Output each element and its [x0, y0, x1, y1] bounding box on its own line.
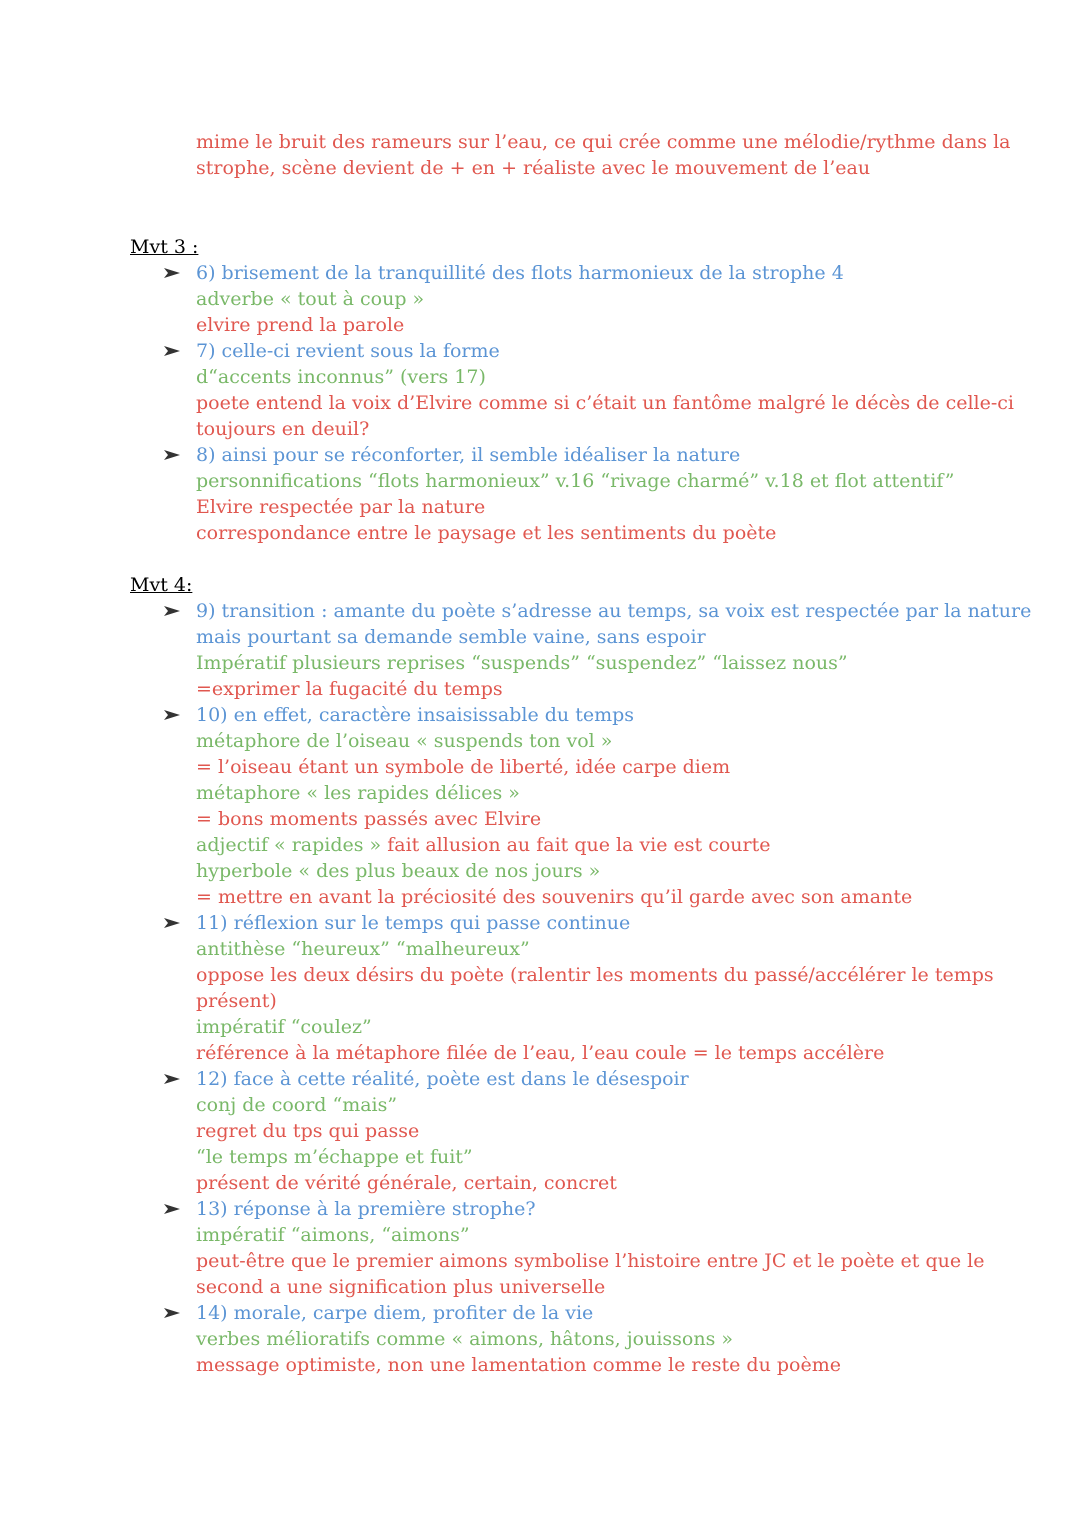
point-line: correspondance entre le paysage et les sentiments du poète	[196, 522, 777, 544]
point-title: 6) brisement de la tranquillité des flots harmonieux de la strophe 4	[196, 262, 844, 284]
point-line: poete entend la voix d’Elvire comme si c’était un fantôme malgré le décès de celle-ci	[196, 392, 1014, 414]
arrow-bullet-icon	[163, 1300, 185, 1326]
point-title: 12) face à cette réalité, poète est dans le désespoir	[196, 1068, 689, 1090]
point-line: Impératif plusieurs reprises “suspends” “suspendez” “laissez nous”	[196, 652, 848, 674]
arrow-bullet-icon	[163, 1196, 185, 1222]
point-line: mais pourtant sa demande semble vaine, sans espoir	[196, 626, 706, 648]
point-line: impératif “coulez”	[196, 1016, 372, 1038]
point-line: = l’oiseau étant un symbole de liberté, idée carpe diem	[196, 756, 731, 778]
arrow-bullet-icon	[163, 338, 185, 364]
point-title: 8) ainsi pour se réconforter, il semble idéaliser la nature	[196, 444, 741, 466]
arrow-bullet-icon	[163, 702, 185, 728]
point-line: présent)	[196, 990, 277, 1012]
point-line: message optimiste, non une lamentation comme le reste du poème	[196, 1354, 841, 1376]
intro-line: strophe, scène devient de + en + réaliste avec le mouvement de l’eau	[196, 157, 871, 179]
arrow-bullet-icon	[163, 910, 185, 936]
section-heading-mvt4: Mvt 4:	[130, 574, 193, 596]
point-title: 9) transition : amante du poète s’adresse au temps, sa voix est respectée par la nature	[196, 600, 1032, 622]
point-line: toujours en deuil?	[196, 418, 370, 440]
point-line: présent de vérité générale, certain, concret	[196, 1172, 617, 1194]
arrow-bullet-icon	[163, 260, 185, 286]
point-line: référence à la métaphore filée de l’eau, l’eau coule = le temps accélère	[196, 1042, 885, 1064]
point-line: Elvire respectée par la nature	[196, 496, 486, 518]
point-line: regret du tps qui passe	[196, 1120, 420, 1142]
point-title: 7) celle-ci revient sous la forme	[196, 340, 500, 362]
point-line: métaphore « les rapides délices »	[196, 782, 520, 804]
point-line: d“accents inconnus” (vers 17)	[196, 366, 486, 388]
point-line: métaphore de l’oiseau « suspends ton vol »	[196, 730, 613, 752]
point-line: elvire prend la parole	[196, 314, 405, 336]
point-line: verbes mélioratifs comme « aimons, hâtons, jouissons »	[196, 1328, 733, 1350]
point-line: peut-être que le premier aimons symbolise l’histoire entre JC et le poète et que le	[196, 1250, 985, 1272]
point-line-mixed	[196, 832, 770, 858]
point-line: = mettre en avant la préciosité des souvenirs qu’il garde avec son amante	[196, 886, 913, 908]
arrow-bullet-icon	[163, 442, 185, 468]
intro-line: mime le bruit des rameurs sur l’eau, ce qui crée comme une mélodie/rythme dans la	[196, 131, 1011, 153]
point-line: impératif “aimons, “aimons”	[196, 1224, 470, 1246]
section-heading-mvt3: Mvt 3 :	[130, 236, 199, 258]
arrow-bullet-icon	[163, 598, 185, 624]
point-line-red-part: fait allusion au fait que la vie est courte	[381, 834, 771, 856]
point-title: 11) réflexion sur le temps qui passe continue	[196, 912, 631, 934]
point-line: hyperbole « des plus beaux de nos jours »	[196, 860, 601, 882]
point-line: second a une signification plus universelle	[196, 1276, 606, 1298]
point-line-green-part: adjectif « rapides »	[196, 834, 382, 856]
point-title: 13) réponse à la première strophe?	[196, 1198, 536, 1220]
point-line: conj de coord “mais”	[196, 1094, 398, 1116]
point-line: “le temps m’échappe et fuit”	[196, 1146, 473, 1168]
point-line: = bons moments passés avec Elvire	[196, 808, 542, 830]
point-line: oppose les deux désirs du poète (ralentir les moments du passé/accélérer le temps	[196, 964, 994, 986]
point-title: 10) en effet, caractère insaisissable du temps	[196, 704, 635, 726]
point-line: personnifications “flots harmonieux” v.16 “rivage charmé” v.18 et flot attentif”	[196, 470, 955, 492]
point-line: =exprimer la fugacité du temps	[196, 678, 503, 700]
point-title: 14) morale, carpe diem, profiter de la vie	[196, 1302, 594, 1324]
point-line: antithèse “heureux” “malheureux”	[196, 938, 530, 960]
point-line: adverbe « tout à coup »	[196, 288, 425, 310]
arrow-bullet-icon	[163, 1066, 185, 1092]
